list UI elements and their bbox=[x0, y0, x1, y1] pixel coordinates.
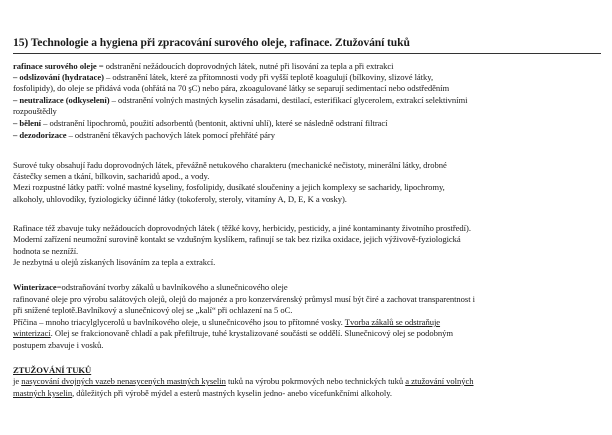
p4-line-3: při snížené teplotě.Bavlníkový a slunečnicový olej se „kalí“ při ochlazení na 5 oC. bbox=[13, 305, 293, 315]
p5-line-1 bbox=[13, 376, 474, 387]
rafinace-term: rafinace surového oleje bbox=[13, 61, 97, 71]
p5-text-a: je bbox=[13, 376, 22, 386]
rafinace-line-6 bbox=[13, 130, 275, 141]
p4-line-2: rafinované oleje pro výrobu salátových olejů, olejů do majonéz a pro konzervárenský průmysl musí být čiré a zachovat transparentnost i bbox=[13, 294, 475, 304]
ztuzovani-heading: ZTUŽOVÁNÍ TUKŮ bbox=[13, 365, 92, 375]
p3-line-3: hodnota se nezníží. bbox=[13, 246, 79, 256]
p2-line-4: alkoholy, uhlovodíky, fyziologicky účinné látky (tokoferoly, steroly, vitamíny A, D, E, K a vosky). bbox=[13, 194, 347, 204]
winterizace-term: Winterizace bbox=[13, 282, 57, 292]
p3-line-2: Moderní zařízení neumožní surovině kontakt se vzdušným kyslíkem, rafinují se tak bez rizika oxidace, jejich výživově-fyziologická bbox=[13, 234, 461, 244]
rafinace-line-5 bbox=[13, 118, 388, 129]
dezodorizace-term: – dezodorizace bbox=[13, 130, 67, 140]
p4-line-4 bbox=[13, 317, 440, 328]
p4-cause-text: Příčina – mnoho triacylglycerolů u bavlníkového oleje, u slunečnicového jsou to přítomné vosky. bbox=[13, 317, 343, 327]
rafinace-line-2: fosfolipidy), do oleje se přidává voda (ohřátá na 70 şC) nebo pára, zkoagulované látky se separují sedimentací nebo odstředěním bbox=[13, 83, 450, 93]
winterizace-def: =odstraňování tvorby zákalů u bavlníkového a slunečnicového oleje bbox=[56, 282, 288, 292]
page-title: 15) Technologie a hygiena při zpracování surového oleje, rafinace. Ztužování tuků bbox=[13, 36, 410, 49]
beleni-term: – bělení bbox=[13, 118, 42, 128]
rafinace-def: = odstranění nežádoucích doprovodných látek, nutné při lisování za tepla a při extrakci bbox=[96, 61, 394, 71]
title-underline bbox=[13, 53, 601, 54]
p3-line-1: Rafinace též zbavuje tuky nežádoucích doprovodných látek ( těžké kovy, herbicidy, pesticidy, a jiné kontaminanty životního prostředí). bbox=[13, 223, 471, 233]
rafinace-definition bbox=[13, 61, 393, 72]
neutralizace-term: – neutralizace (odkyselení) bbox=[13, 95, 110, 105]
p5-underlined-b: nasycování dvojných vazeb nenasycených mastných kyselin bbox=[21, 376, 226, 386]
p2-line-3: Mezi rozpustné látky patří: volné mastné kyseliny, fosfolipidy, dusíkaté sloučeniny a jejich komplexy se sacharidy, lipochromy, bbox=[13, 182, 445, 192]
neutralizace-text: – odstranění volných mastných kyselin zásadami, destilací, esterifikací glycerolem, extrakcí selektivními bbox=[109, 95, 468, 105]
p4-line-1 bbox=[13, 282, 288, 293]
p5-text-c: tuků na výrobu pokrmových nebo technických tuků bbox=[225, 376, 406, 386]
odslizovani-term: – odslizování (hydratace) bbox=[13, 72, 104, 82]
p4-line-5 bbox=[13, 328, 453, 339]
p5-underlined-d: a ztužování volných bbox=[405, 376, 474, 386]
p5-underlined-mk: mastných kyselin bbox=[13, 388, 73, 398]
rafinace-line-4: rozpouštědly bbox=[13, 106, 57, 116]
rafinace-line-3 bbox=[13, 95, 467, 106]
odslizovani-text: – odstranění látek, které za přítomnosti vody při vyšší teplotě koagulují (bílkoviny, slizové látky, bbox=[103, 72, 434, 82]
beleni-text: – odstranění lipochromů, použití adsorbentů (bentonit, aktivní uhlí), které se následně odstraní filtrací bbox=[41, 118, 388, 128]
p5-text-end: , důležitých při výrobě mýdel a esterů mastných kyselin jedno- anebo vícefunkčními alkoholy. bbox=[72, 388, 392, 398]
p3-line-4: Je nezbytná u olejů získaných lisováním za tepla a extrakcí. bbox=[13, 257, 216, 267]
p5-line-2 bbox=[13, 388, 392, 399]
winterizaci-underlined: winterizací bbox=[13, 328, 51, 338]
rafinace-line-1 bbox=[13, 72, 433, 83]
p4-underlined-text: Tvorba zákalů se odstraňuje bbox=[344, 317, 441, 327]
p4-line-6: postupem zbavuje i vosků. bbox=[13, 340, 104, 350]
p2-line-1: Surové tuky obsahují řadu doprovodných látek, převážně netukového charakteru (mechanické nečistoty, minerální látky, drobné bbox=[13, 160, 447, 170]
dezodorizace-text: – odstranění těkavých pachových látek pomocí přehřáté páry bbox=[66, 130, 275, 140]
p2-line-2: částečky semen a tkání, bílkovin, sacharidů apod., a vody. bbox=[13, 171, 210, 181]
p4-process-text: . Olej se frakcionovaně chladí a pak přefiltruje, tuhé krystalizované součásti se oddělí. Slunečnicový olej se podobným bbox=[50, 328, 453, 338]
